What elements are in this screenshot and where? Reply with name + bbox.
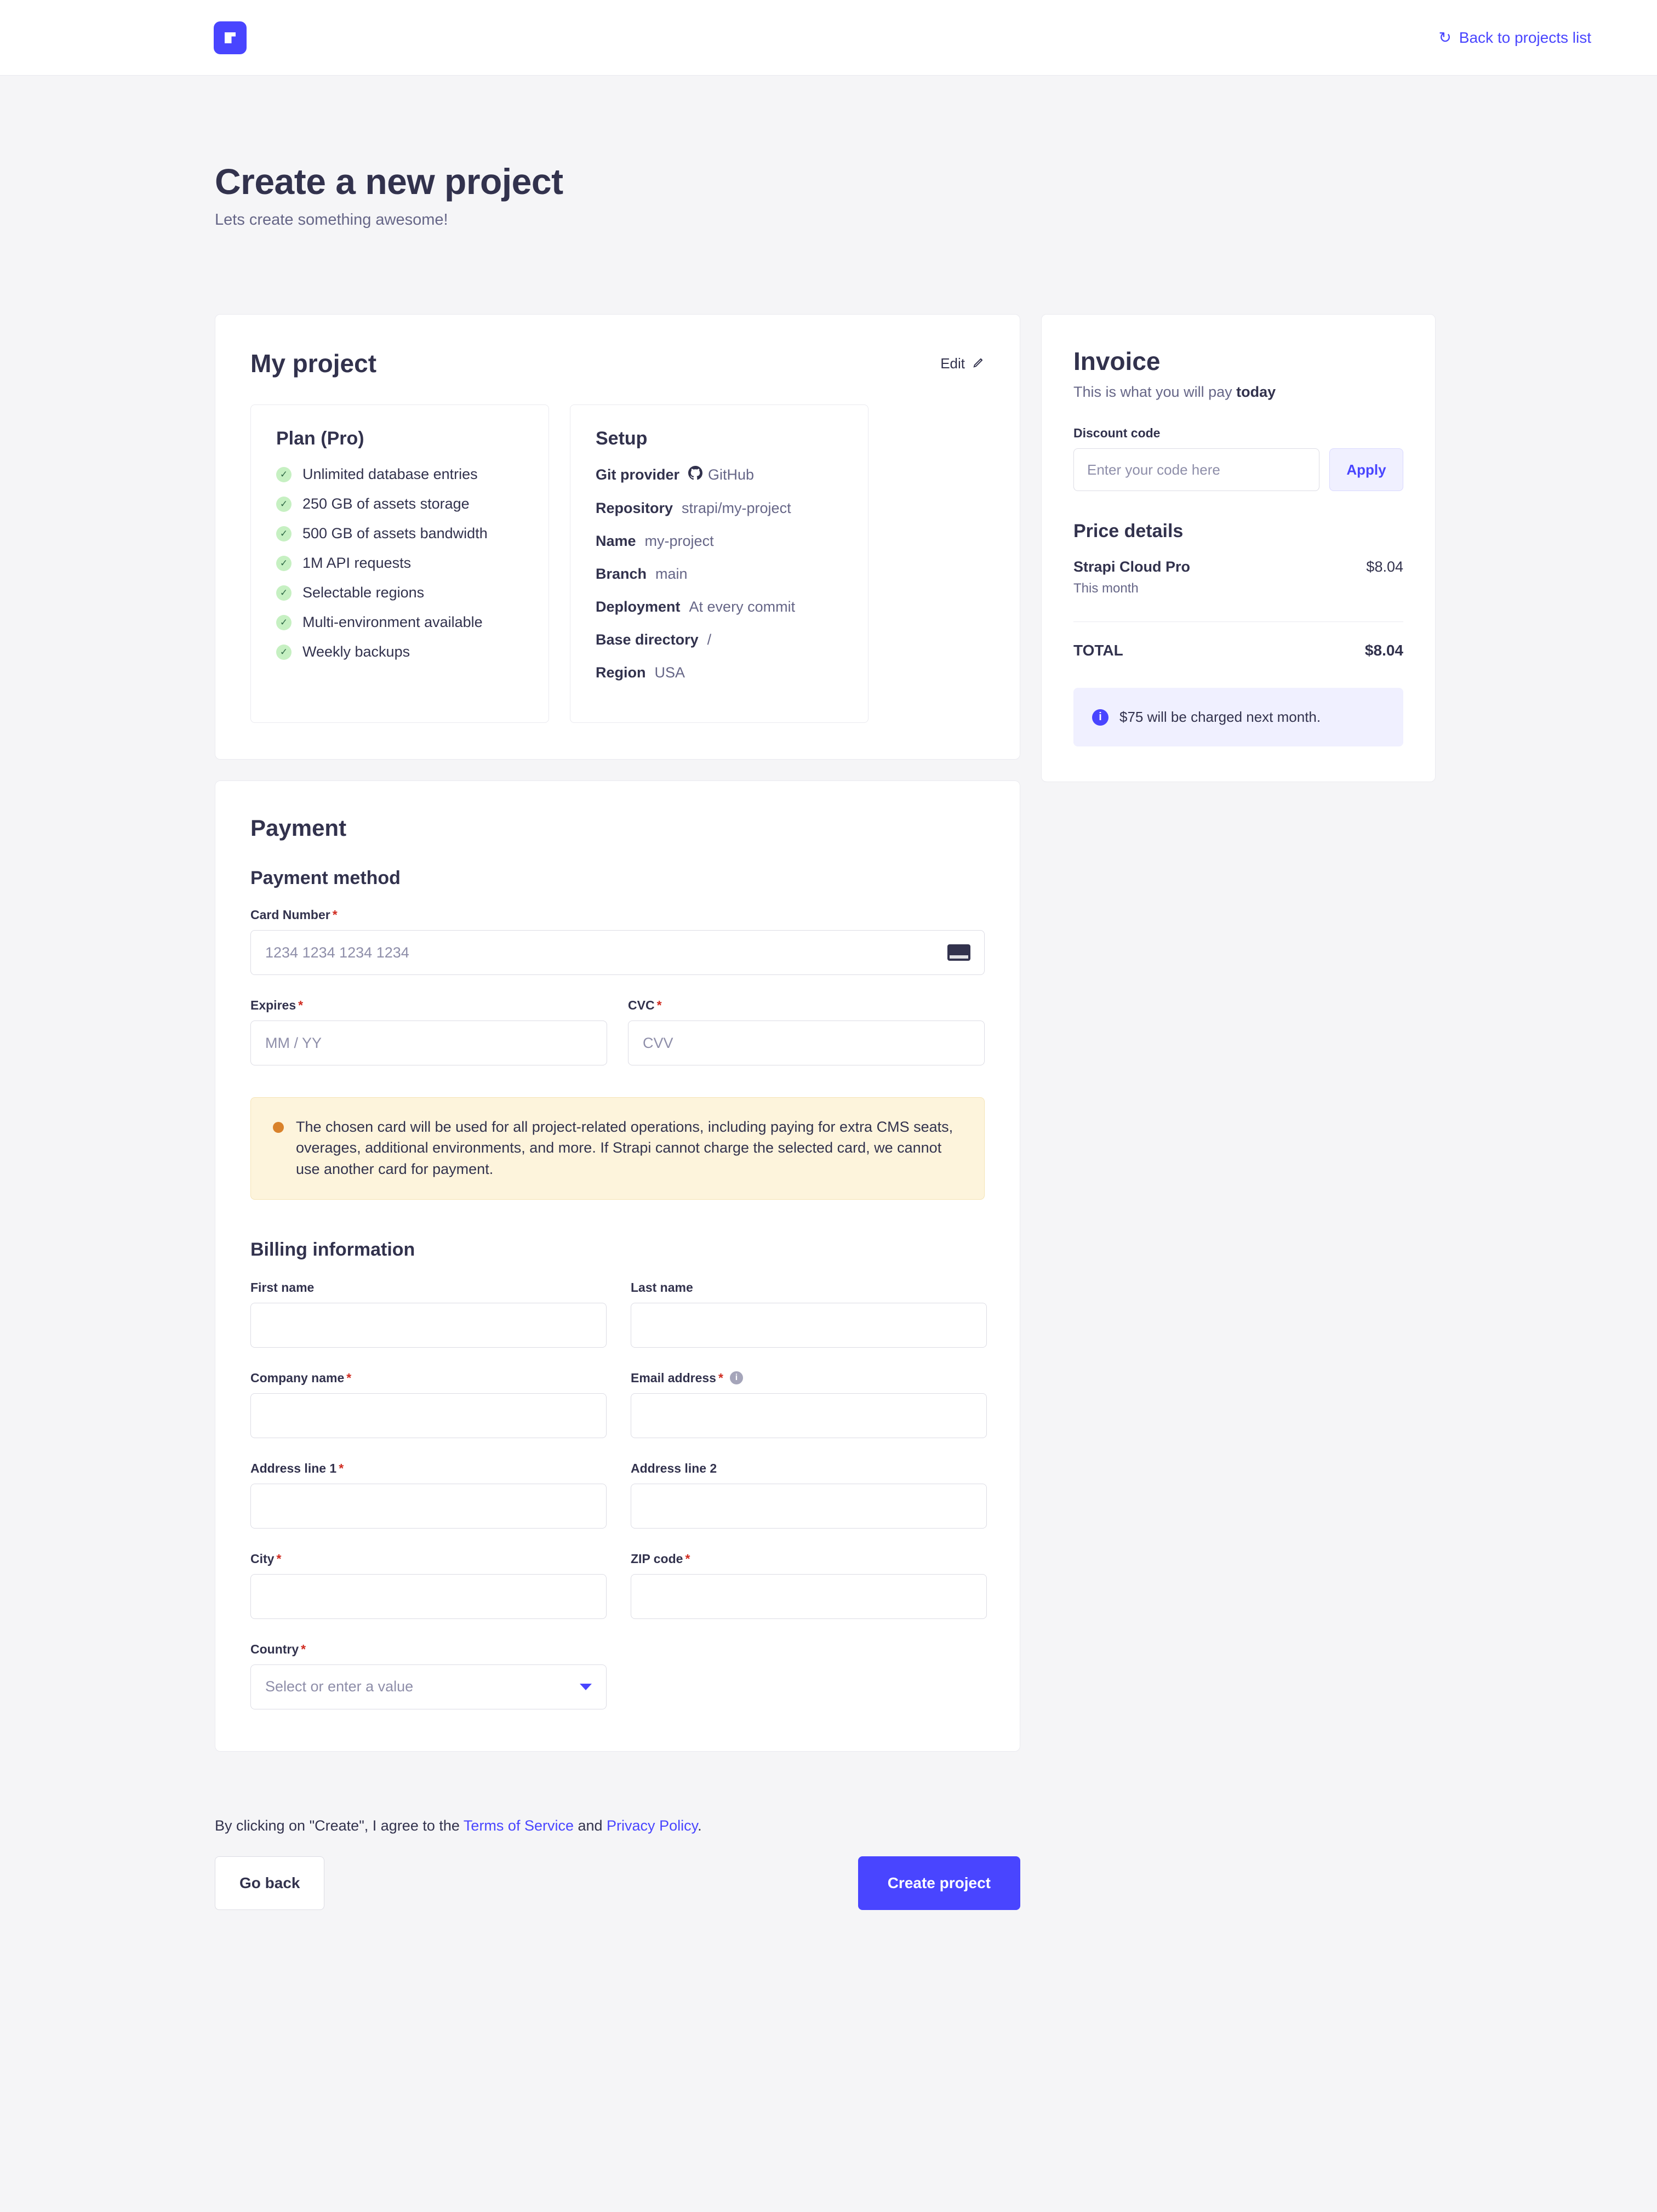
expiry-cvc-row (250, 998, 985, 1065)
project-summary-card (215, 314, 1020, 760)
plan-feature-label: 1M API requests (302, 555, 412, 571)
address-line-2-label: Address line 2 (631, 1461, 717, 1475)
create-project-button[interactable]: Create project (858, 1856, 1020, 1910)
page-subtitle: Lets create something awesome! (215, 211, 448, 229)
required-marker: * (332, 908, 338, 922)
billing-grid (250, 1280, 985, 1709)
price-line-item (1073, 558, 1403, 596)
setup-value: USA (654, 664, 685, 681)
page-title: Create a new project (215, 161, 563, 202)
warning-icon (273, 1122, 284, 1133)
apply-discount-button[interactable]: Apply (1329, 448, 1403, 491)
setup-key: Base directory (596, 631, 699, 648)
info-icon[interactable]: i (730, 1371, 743, 1384)
cvc-group (628, 998, 985, 1065)
country-group (250, 1642, 607, 1709)
address-line-2-group (631, 1461, 987, 1529)
setup-title: Setup (596, 428, 648, 449)
credit-card-icon (947, 944, 970, 961)
back-to-projects-link[interactable] (1438, 29, 1591, 47)
plan-box (250, 404, 549, 723)
payment-section-title: Payment (250, 815, 347, 841)
terms-text (215, 1817, 1442, 1834)
plan-feature-label: 250 GB of assets storage (302, 495, 470, 512)
plan-feature (276, 466, 523, 483)
plan-feature-label: Weekly backups (302, 643, 410, 660)
plan-feature-label: 500 GB of assets bandwidth (302, 525, 488, 541)
plan-title: Plan (Pro) (276, 428, 364, 449)
billing-title: Billing information (250, 1239, 415, 1260)
city-label: City * (250, 1551, 282, 1566)
city-field[interactable] (250, 1574, 607, 1619)
required-marker: * (298, 998, 304, 1012)
setup-value: / (707, 631, 712, 648)
check-icon: ✓ (276, 556, 292, 571)
plan-feature (276, 555, 523, 572)
price-line-period: This month (1073, 581, 1139, 596)
plan-feature-label: Selectable regions (302, 584, 425, 601)
first-name-field[interactable] (250, 1303, 607, 1348)
terms-of-service-link[interactable]: Terms of Service (463, 1817, 574, 1834)
payment-card (215, 780, 1020, 1752)
plan-feature (276, 495, 523, 512)
go-back-button[interactable]: Go back (215, 1856, 324, 1910)
required-marker: * (718, 1370, 723, 1385)
privacy-policy-link[interactable]: Privacy Policy (607, 1817, 698, 1834)
email-label: Email address * i (631, 1371, 987, 1386)
invoice-total-label: TOTAL (1073, 642, 1123, 659)
footer (215, 1817, 1442, 1910)
city-group (250, 1552, 607, 1619)
setup-key: Git provider (596, 466, 680, 483)
country-label: Country * (250, 1641, 306, 1656)
summary-boxes (250, 404, 985, 723)
invoice-subtitle-bold: today (1236, 384, 1276, 400)
invoice-subtitle-prefix: This is what you will pay (1073, 384, 1237, 400)
plan-feature (276, 525, 523, 542)
discount-code-input[interactable] (1073, 448, 1319, 491)
setup-row-git-provider (596, 466, 843, 484)
edit-project-button[interactable] (940, 355, 985, 372)
setup-box (570, 404, 869, 723)
card-number-label: Card Number * (250, 908, 338, 922)
card-usage-warning-text: The chosen card will be used for all project-related operations, including paying for extra CMS seats, overages, additional environments, and more. If Strapi cannot charge the selected card, we cannot use another card for payment. (296, 1119, 953, 1177)
email-group (631, 1371, 987, 1438)
terms-prefix: By clicking on "Create", I agree to the (215, 1817, 464, 1834)
invoice-card (1041, 314, 1436, 782)
discount-code-label: Discount code (1073, 426, 1161, 440)
payment-method-title: Payment method (250, 868, 401, 888)
required-marker: * (276, 1551, 282, 1566)
project-summary-header (250, 349, 985, 378)
cvc-label: CVC * (628, 998, 662, 1012)
check-icon: ✓ (276, 467, 292, 482)
next-month-note-text: $75 will be charged next month. (1119, 709, 1321, 725)
github-icon (688, 466, 702, 484)
last-name-label: Last name (631, 1280, 693, 1295)
setup-value: strapi/my-project (682, 500, 791, 516)
expires-label: Expires * (250, 998, 304, 1012)
project-name: My project (250, 349, 377, 378)
card-number-input[interactable] (250, 930, 985, 975)
expires-group (250, 998, 607, 1065)
refresh-icon: ↻ (1438, 28, 1452, 46)
setup-key: Deployment (596, 598, 681, 615)
setup-row-branch (596, 566, 843, 583)
price-line-name: Strapi Cloud Pro (1073, 558, 1191, 575)
back-to-projects-label: Back to projects list (1459, 28, 1591, 46)
card-number-wrap (250, 930, 985, 975)
check-icon: ✓ (276, 585, 292, 601)
strapi-logo-icon[interactable] (214, 21, 247, 54)
last-name-group (631, 1280, 987, 1348)
setup-row-base-directory (596, 631, 843, 648)
required-marker: * (339, 1461, 344, 1475)
card-number-group (250, 908, 985, 975)
address-line-1-group (250, 1461, 607, 1529)
invoice-total-amount: $8.04 (1364, 642, 1403, 659)
info-icon: i (1092, 709, 1109, 726)
setup-row-repository (596, 500, 843, 517)
company-name-field[interactable] (250, 1393, 607, 1438)
check-icon: ✓ (276, 526, 292, 541)
terms-suffix: . (698, 1817, 702, 1834)
setup-value: GitHub (708, 466, 755, 483)
invoice-total-row (1073, 642, 1403, 659)
setup-key: Repository (596, 500, 673, 516)
check-icon: ✓ (276, 645, 292, 660)
edit-label: Edit (940, 355, 965, 372)
content-columns (215, 314, 1442, 1752)
check-icon: ✓ (276, 497, 292, 512)
address-line-2-field[interactable] (631, 1484, 987, 1529)
left-column (215, 314, 1020, 1752)
git-provider-value (688, 466, 754, 484)
invoice-subtitle (1073, 384, 1403, 401)
address-line-1-label: Address line 1 * (250, 1461, 344, 1475)
plan-feature-label: Multi-environment available (302, 614, 483, 630)
card-usage-warning (250, 1097, 985, 1200)
setup-row-name (596, 533, 843, 550)
zip-code-field[interactable] (631, 1574, 987, 1619)
plan-feature (276, 643, 523, 660)
check-icon: ✓ (276, 615, 292, 630)
next-month-note (1073, 688, 1403, 746)
cvc-input[interactable] (628, 1021, 985, 1065)
plan-feature (276, 584, 523, 601)
address-line-1-field[interactable] (250, 1484, 607, 1529)
pencil-icon (973, 355, 985, 372)
zip-code-group (631, 1552, 987, 1619)
discount-row (1073, 448, 1403, 491)
plan-feature-label: Unlimited database entries (302, 466, 478, 482)
setup-value: At every commit (689, 598, 796, 615)
required-marker: * (346, 1370, 352, 1385)
setup-key: Branch (596, 566, 647, 582)
first-name-group (250, 1280, 607, 1348)
terms-and: and (573, 1817, 607, 1834)
right-column (1041, 314, 1436, 782)
first-name-label: First name (250, 1280, 315, 1295)
setup-value: my-project (644, 533, 714, 549)
setup-row-region (596, 664, 843, 681)
setup-row-deployment (596, 598, 843, 615)
last-name-field[interactable] (631, 1303, 987, 1348)
company-name-label: Company name * (250, 1370, 352, 1385)
billing-section (250, 1239, 985, 1709)
country-select[interactable] (250, 1664, 607, 1709)
price-details-title: Price details (1073, 521, 1184, 541)
price-line-amount: $8.04 (1366, 558, 1403, 575)
email-field[interactable] (631, 1393, 987, 1438)
price-line-text (1073, 558, 1190, 596)
chevron-down-icon (580, 1684, 592, 1690)
invoice-title: Invoice (1073, 347, 1161, 375)
top-bar (0, 0, 1657, 76)
setup-key: Region (596, 664, 646, 681)
company-name-group (250, 1371, 607, 1438)
setup-value: main (655, 566, 688, 582)
setup-key: Name (596, 533, 636, 549)
required-marker: * (301, 1641, 306, 1656)
page-header (215, 76, 1442, 229)
country-selected-value: Select or enter a value (265, 1678, 414, 1695)
plan-feature (276, 614, 523, 631)
required-marker: * (685, 1551, 690, 1566)
footer-actions (215, 1856, 1020, 1910)
required-marker: * (656, 998, 662, 1012)
page-container (215, 76, 1442, 1910)
expires-input[interactable] (250, 1021, 607, 1065)
zip-code-label: ZIP code * (631, 1551, 690, 1566)
